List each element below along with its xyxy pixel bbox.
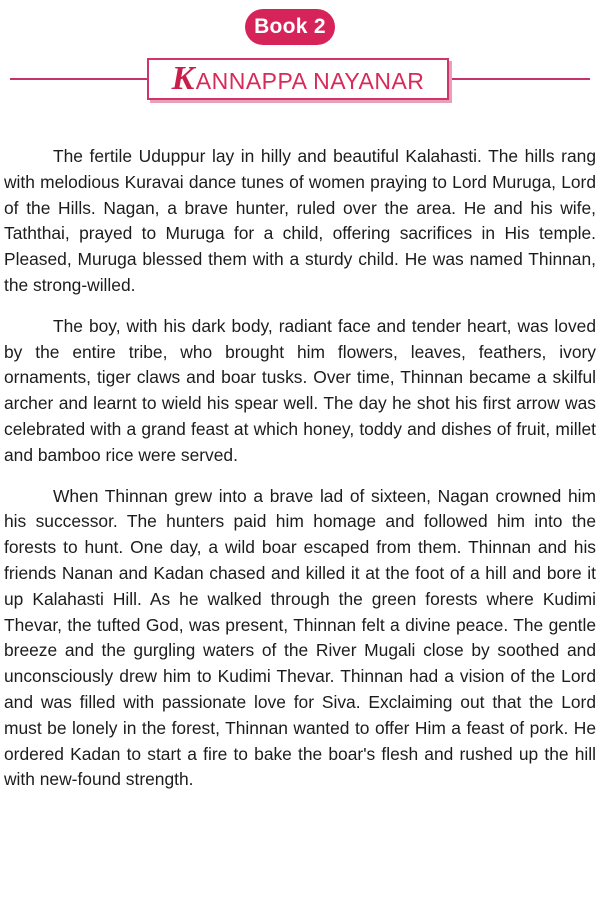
title-box	[147, 58, 449, 100]
paragraph-1: The fertile Uduppur lay in hilly and beautiful Kalahasti. The hills rang with melodious Kuravai dance tunes of women praying to Lord Muruga, Lord of the Hills. Nagan, a brave hunter, ruled over the area. He and his wife, Taththai, prayed to Muruga for a child, offering sacrifices in His temple. Pleased, Muruga blessed them with a sturdy child. He was named Thinnan, the strong-willed.	[4, 146, 596, 295]
story-body	[4, 144, 596, 808]
book-badge: Book 2	[245, 9, 335, 45]
page-title	[172, 62, 425, 96]
title-drop-letter: K	[171, 60, 195, 97]
title-rest: ANNAPPA NAYANAR	[195, 68, 425, 94]
paragraph-2: The boy, with his dark body, radiant face and tender heart, was loved by the entire tribe, who brought him flowers, leaves, feathers, ivory ornaments, tiger claws and boar tusks. Over time, Thinnan became a skilful archer and learnt to wield his spear well. The day he shot his first arrow was celebrated with a grand feast at which honey, toddy and dishes of fruit, millet and bamboo rice were served.	[4, 315, 596, 465]
paragraph-3: When Thinnan grew into a brave lad of sixteen, Nagan crowned him his successor. The hunters paid him homage and followed him into the forests to hunt. One day, a wild boar escaped from them. Thinnan and his friends Nanan and Kadan chased and killed it at the foot of a hill and bore it up Kalahasti Hill. As he walked through the green forests where Kudimi Thevar, the tufted God, was present, Thinnan felt a divine peace. The gentle breeze and the gurgling waters of the River Mugali close by soothed and unconsciously drew him to Kudimi Thevar. Thinnan had a vision of the Lord and was filled with passionate love for Siva. Exclaiming out that the Lord must be lonely in the forest, Thinnan wanted to offer Him a feast of pork. He ordered Kadan to start a fire to bake the boar's flesh and rushed up the hill with new-found strength.	[4, 485, 596, 790]
